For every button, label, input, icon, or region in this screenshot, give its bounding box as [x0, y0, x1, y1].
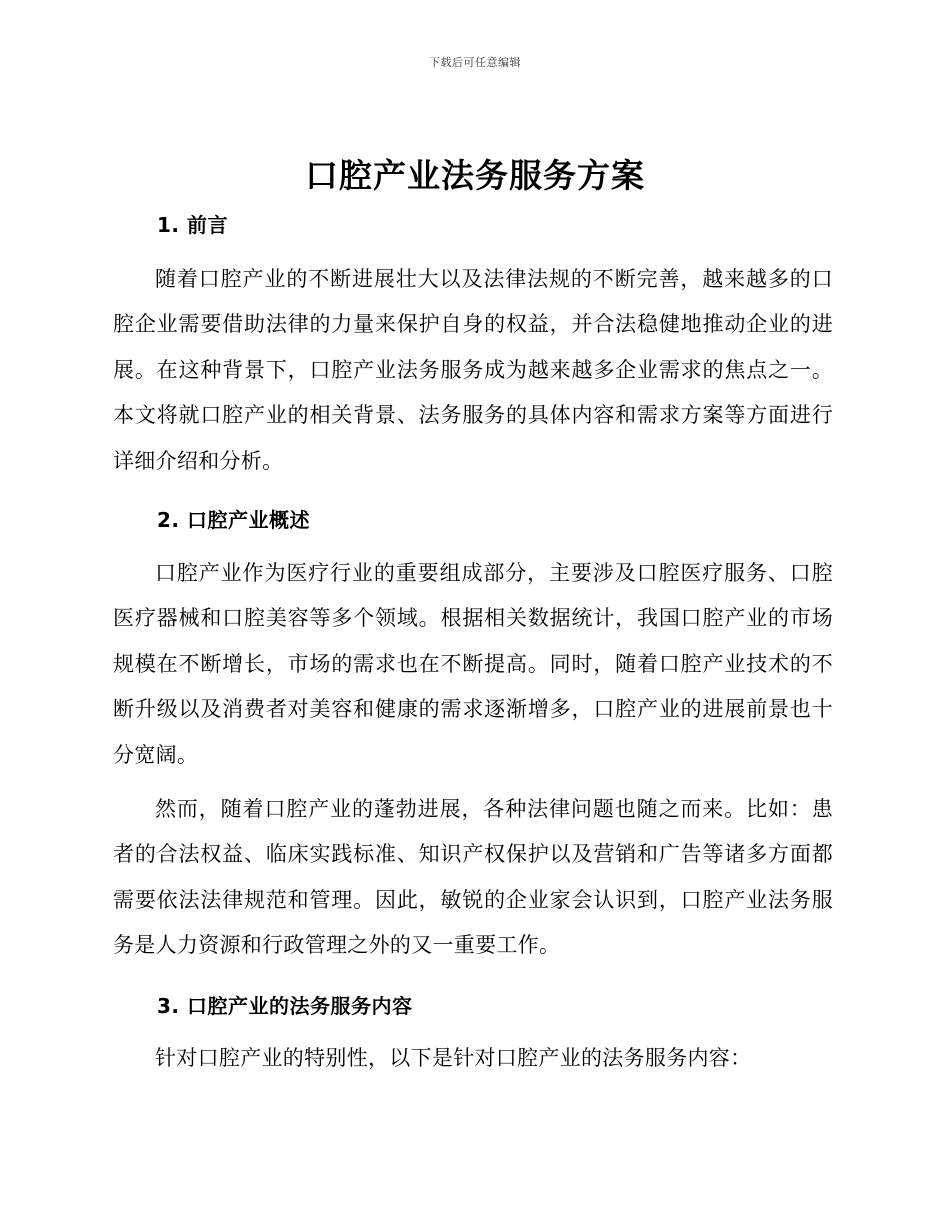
paragraph-legal-services-intro: 针对口腔产业的特别性，以下是针对口腔产业的法务服务内容： — [155, 1046, 752, 1070]
page-header: 下载后可任意编辑 — [429, 56, 521, 69]
section-heading-overview: 2. 口腔产业概述 — [157, 508, 310, 532]
section-heading-preface: 1. 前言 — [157, 213, 228, 237]
paragraph-preface: 随着口腔产业的不断进展壮大以及法律法规的不断完善，越来越多的口腔企业需要借助法律的力量来保护自身的权益，并合法稳健地推动企业的进展。在这种背景下，口腔产业法务服务成为越来越多企业需求的焦点之一。本文将就口腔产业的相关背景、法务服务的具体内容和需求方案等方面进行详细介绍和分析。 — [113, 267, 833, 473]
paragraph-overview-1: 口腔产业作为医疗行业的重要组成部分，主要涉及口腔医疗服务、口腔医疗器械和口腔美容等多个领域。根据相关数据统计，我国口腔产业的市场规模在不断增长，市场的需求也在不断提高。同时，随着口腔产业技术的不断升级以及消费者对美容和健康的需求逐渐增多，口腔产业的进展前景也十分宽阔。 — [113, 561, 833, 767]
section-heading-legal-services: 3. 口腔产业的法务服务内容 — [157, 994, 413, 1018]
document-title: 口腔产业法务服务方案 — [305, 156, 645, 195]
paragraph-overview-2: 然而，随着口腔产业的蓬勃进展，各种法律问题也随之而来。比如：患者的合法权益、临床实践标准、知识产权保护以及营销和广告等诸多方面都需要依法法律规范和管理。因此，敏锐的企业家会认识到，口腔产业法务服务是人力资源和行政管理之外的又一重要工作。 — [113, 797, 833, 958]
